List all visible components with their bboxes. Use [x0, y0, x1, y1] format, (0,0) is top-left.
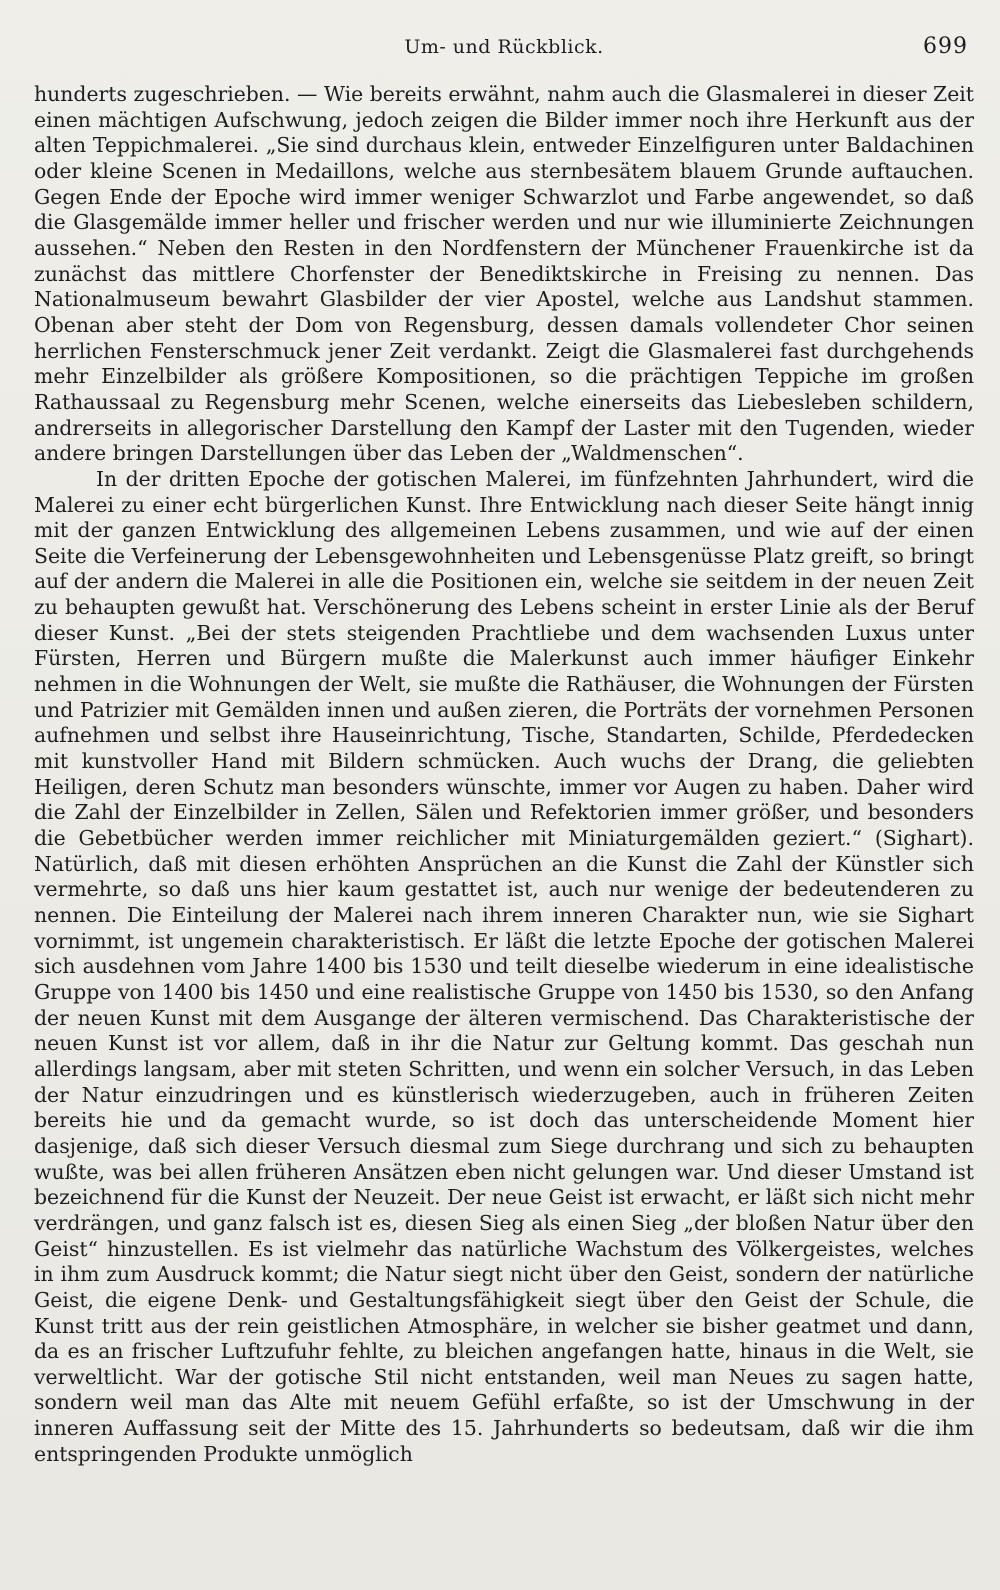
running-head — [34, 30, 974, 74]
running-title: Um- und Rückblick. — [404, 36, 604, 58]
body-text — [34, 82, 974, 1467]
paragraph: hunderts zugeschrieben. — Wie bereits erwähnt, nahm auch die Glasmalerei in dieser Zeit einen mächtigen Aufschwung, jedoch zeigen die Bilder immer noch ihre Herkunft aus der alten Teppichmalerei. „Sie sind durchaus klein, entweder Einzelfiguren unter Baldachinen oder kleine Scenen in Medaillons, welche aus sternbesätem blauem Grunde auftauchen. Gegen Ende der Epoche wird immer weniger Schwarzlot und Farbe angewendet, so daß die Glasgemälde immer heller und frischer werden und nur wie illuminierte Zeichnungen aussehen.“ Neben den Resten in den Nordfenstern der Münchener Frauenkirche ist da zunächst das mittlere Chorfenster der Benediktskirche in Freising zu nennen. Das Nationalmuseum bewahrt Glasbilder der vier Apostel, welche aus Landshut stammen. Obenan aber steht der Dom von Regensburg, dessen damals vollendeter Chor seinen herrlichen Fensterschmuck jener Zeit verdankt. Zeigt die Glasmalerei fast durchgehends mehr Einzelbilder als größere Kompositionen, so die prächtigen Teppiche im großen Rathaussaal zu Regensburg mehr Scenen, welche einerseits das Liebesleben schildern, andrerseits in allegorischer Darstellung den Kampf der Laster mit den Tugenden, wieder andere bringen Darstellungen über das Leben der „Waldmenschen“. — [34, 82, 974, 466]
paragraph: In der dritten Epoche der gotischen Malerei, im fünfzehnten Jahrhundert, wird die Malerei zu einer echt bürgerlichen Kunst. Ihre Entwicklung nach dieser Seite hängt innig mit der ganzen Entwicklung des allgemeinen Lebens zusammen, und wie auf der einen Seite die Verfeinerung der Lebensgewohnheiten und Lebensgenüsse Platz greift, so bringt auf der andern die Malerei in alle die Positionen ein, welche sie seitdem in der neuen Zeit zu behaupten gewußt hat. Verschönerung des Lebens scheint in erster Linie als der Beruf dieser Kunst. „Bei der stets steigenden Prachtliebe und dem wachsenden Luxus unter Fürsten, Herren und Bürgern mußte die Malerkunst auch immer häufiger Einkehr nehmen in die Wohnungen der Welt, sie mußte die Rathäuser, die Wohnungen der Fürsten und Patrizier mit Gemälden innen und außen zieren, die Porträts der vornehmen Personen aufnehmen und selbst ihre Hauseinrichtung, Tische, Standarten, Schilde, Pferdedecken mit kunstvoller Hand mit Bildern schmücken. Auch wuchs der Drang, die geliebten Heiligen, deren Schutz man besonders wünschte, immer vor Augen zu haben. Daher wird die Zahl der Einzelbilder in Zellen, Sälen und Refektorien immer größer, und besonders die Gebetbücher werden immer reichlicher mit Miniaturgemälden geziert.“ (Sighart). Natürlich, daß mit diesen erhöhten Ansprüchen an die Kunst die Zahl der Künstler sich vermehrte, so daß uns hier kaum gestattet ist, auch nur wenige der bedeutenderen zu nennen. Die Einteilung der Malerei nach ihrem inneren Charakter nun, wie sie Sighart vornimmt, ist ungemein charakteristisch. Er läßt die letzte Epoche der gotischen Malerei sich ausdehnen vom Jahre 1400 bis 1530 und teilt dieselbe wiederum in eine idealistische Gruppe von 1400 bis 1450 und eine realistische Gruppe von 1450 bis 1530, so den Anfang der neuen Kunst mit dem Ausgange der älteren vermischend. Das Charakteristische der neuen Kunst ist vor allem, daß in ihr die Natur zur Geltung kommt. Das geschah nun allerdings langsam, aber mit steten Schritten, und wenn ein solcher Versuch, in das Leben der Natur einzudringen und es künstlerisch wiederzugeben, auch in früheren Zeiten bereits hie und da gemacht wurde, so ist doch das unterscheidende Moment hier dasjenige, daß sich dieser Versuch diesmal zum Siege durchrang und sich zu behaupten wußte, was bei allen früheren Ansätzen eben nicht gelungen war. Und dieser Umstand ist bezeichnend für die Kunst der Neuzeit. Der neue Geist ist erwacht, er läßt sich nicht mehr verdrängen, und ganz falsch ist es, diesen Sieg als einen Sieg „der bloßen Natur über den Geist“ hinzustellen. Es ist vielmehr das natürliche Wachstum des Völkergeistes, welches in ihm zum Ausdruck kommt; die Natur siegt nicht über den Geist, sondern der natürliche Geist, die eigene Denk- und Gestaltungsfähigkeit siegt über den Geist der Schule, die Kunst tritt aus der rein geistlichen Atmosphäre, in welcher sie bisher geatmet und dann, da es an frischer Luftzufuhr fehlte, zu bleichen angefangen hatte, hinaus in die Welt, sie verweltlicht. War der gotische Stil nicht entstanden, weil man Neues zu sagen hatte, sondern weil man das Alte mit neuem Gefühl erfaßte, so ist der Umschwung in der inneren Auffassung seit der Mitte des 15. Jahrhunderts so bedeutsam, daß wir die ihm entspringenden Produkte unmöglich — [34, 466, 974, 1466]
page-number: 699 — [923, 34, 968, 59]
